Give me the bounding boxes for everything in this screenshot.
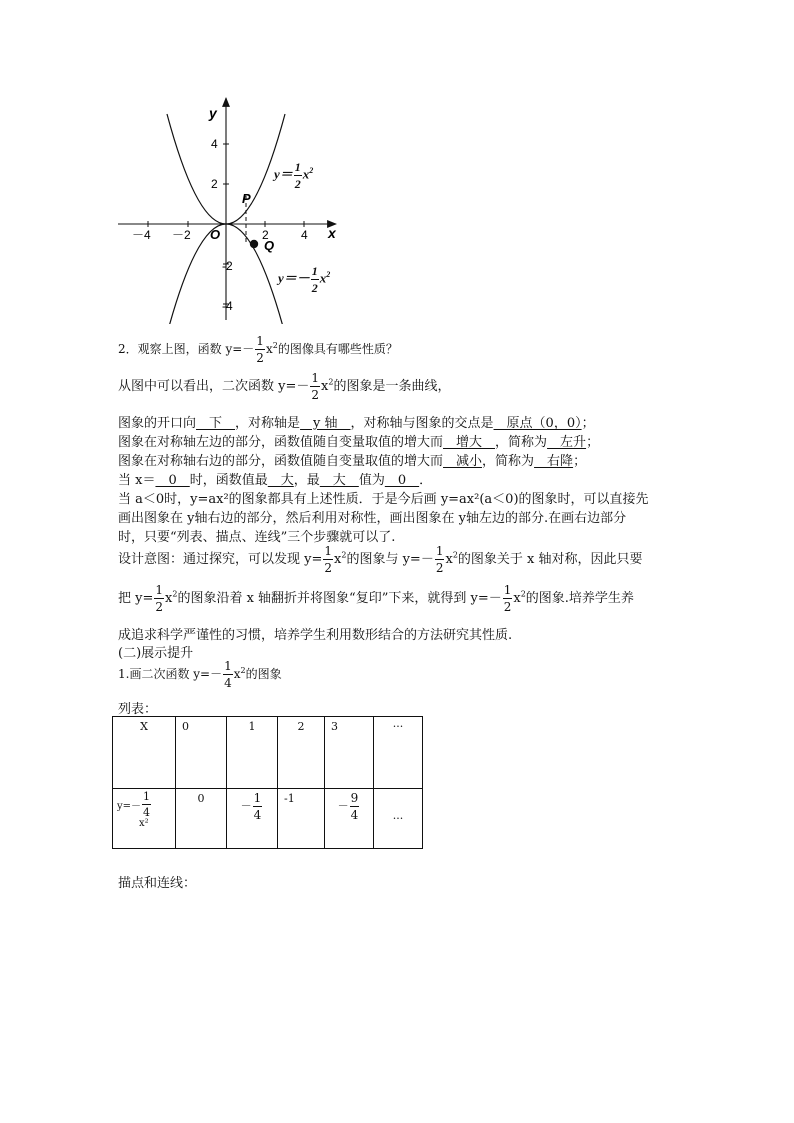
section-heading: (二)展示提升 bbox=[118, 646, 194, 661]
y-tick-label: -4 bbox=[222, 299, 233, 313]
value-cell: ··· bbox=[374, 789, 423, 849]
value-cell: － $\frac{9}{4}$ bbox=[325, 789, 374, 849]
point-q-label: Q bbox=[264, 238, 275, 253]
answer-blank-left: 增大 bbox=[443, 435, 496, 450]
design-intent-line-1: 设计意图：通过探究，可以发现 y= $\frac{1}{2}$ $x^2$的图象与 y=－ $\frac{1}{2}$ $x^2$的图象关于 x 轴对称，因此只要 bbox=[118, 544, 643, 575]
plot-label: 描点和连线： bbox=[118, 876, 197, 891]
header-cell: 2 bbox=[278, 717, 325, 789]
x-tick-label: －4 bbox=[132, 228, 151, 242]
header-cell: X bbox=[113, 717, 176, 789]
answer-blank-right: 减小 bbox=[443, 454, 483, 469]
analysis-para-2: 画出图象在 y轴右边的部分，然后利用对称性，画出图象在 y轴左边的部分.在画右边部分 bbox=[118, 511, 627, 526]
design-intent-line-2: 把 y= $\frac{1}{2}$ $x^2$的图象沿着 x 轴翻折并将图象“复印”下来，就得到 y=－ $\frac{1}{2}$ $x^2$的图象.培养学生养 bbox=[118, 583, 634, 614]
analysis-line-4: 图象在对称轴右边的部分，函数值随自变量取值的增大而 减小，简称为 右降； bbox=[118, 454, 587, 469]
x-axis-label: x bbox=[328, 225, 336, 241]
answer-blank-right-short: 右降 bbox=[534, 454, 574, 469]
answer-blank-value: 0 bbox=[384, 473, 420, 488]
upper-curve-equation: y＝ $\frac{1}{2}$ $x^2$ bbox=[274, 160, 314, 191]
x-tick-label: －2 bbox=[172, 228, 191, 242]
value-cell: 0 bbox=[176, 789, 227, 849]
analysis-line-1: 从图中可以看出，二次函数 y=－ $\frac{1}{2}$ $x^2$的图象是一条曲线， bbox=[118, 371, 451, 402]
design-intent-line-3: 成追求科学严谨性的习惯，培养学生利用数形结合的方法研究其性质. bbox=[118, 628, 513, 643]
header-cell: ··· bbox=[374, 717, 423, 789]
analysis-line-5: 当 x＝ 0 时，函数值最 大，最 大 值为 0 ． bbox=[118, 473, 433, 488]
y-tick-label: -2 bbox=[222, 259, 233, 273]
value-cell: － $\frac{1}{4}$ bbox=[227, 789, 278, 849]
point-q-marker bbox=[250, 240, 258, 248]
y-tick-label: 4 bbox=[211, 137, 218, 151]
table-header-row bbox=[113, 717, 423, 789]
answer-blank-axis: y 轴 bbox=[300, 416, 351, 431]
question-2: 2．观察上图，函数 y=－ $\frac{1}{2}$ $x^2$的图像具有哪些性质？ bbox=[118, 334, 398, 365]
analysis-para-1: 当 a＜0时，y=ax²的图象都具有上述性质．于是今后画 y=ax²(a＜0)的图象时，可以直接先 bbox=[118, 492, 649, 507]
answer-blank-vertex: 原点（0，0） bbox=[493, 416, 582, 431]
question-1: 1.画二次函数 y=－ $\frac{1}{4}$ $x^2$的图象 bbox=[118, 659, 282, 690]
answer-blank-opening: 下 bbox=[196, 416, 236, 431]
x-tick-label: 2 bbox=[262, 228, 269, 242]
header-cell: 1 bbox=[227, 717, 278, 789]
answer-blank-max2: 大 bbox=[319, 473, 359, 488]
analysis-line-3: 图象在对称轴左边的部分，函数值随自变量取值的增大而 增大 ，简称为 左升； bbox=[118, 435, 600, 450]
origin-label: O bbox=[210, 227, 221, 242]
value-table bbox=[112, 716, 423, 849]
analysis-para-3: 时，只要“列表、描点、连线”三个步骤就可以了. bbox=[118, 530, 396, 545]
header-cell: 0 bbox=[176, 717, 227, 789]
y-axis-label: y bbox=[209, 105, 217, 121]
header-cell: 3 bbox=[325, 717, 374, 789]
lower-curve-equation: y＝－ $\frac{1}{2}$ $x^2$ bbox=[278, 264, 331, 295]
answer-blank-x: 0 bbox=[155, 473, 190, 488]
row-label-cell: y=－ $\frac{1}{4}$ x² bbox=[113, 789, 176, 849]
list-label: 列表： bbox=[118, 702, 158, 717]
answer-blank-left-short: 左升 bbox=[547, 435, 587, 450]
value-cell: -1 bbox=[278, 789, 325, 849]
answer-blank-max: 大 bbox=[267, 473, 294, 488]
analysis-line-2: 图象的开口向 下 ，对称轴是 y 轴 ，对称轴与图象的交点是 原点（0，0）； bbox=[118, 416, 595, 431]
point-p-label: P bbox=[242, 191, 251, 206]
table-row bbox=[113, 789, 423, 849]
y-tick-label: 2 bbox=[211, 177, 218, 191]
x-tick-label: 4 bbox=[301, 228, 308, 242]
